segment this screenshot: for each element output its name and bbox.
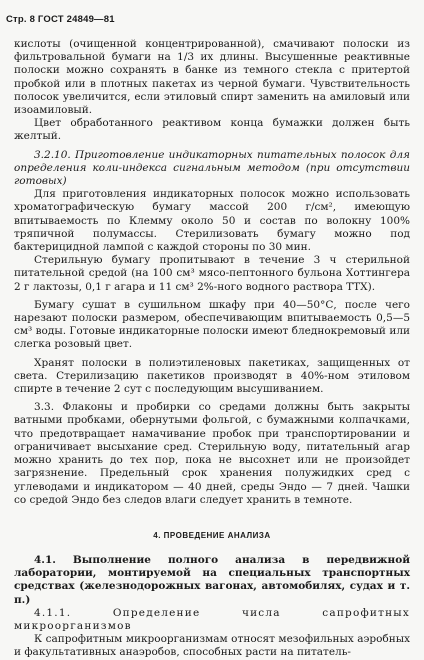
paragraph-continuation: кислоты (очищенной концентрированной), смачивают полоски из фильтровальной бумаги на 1/3 их длины. Высушенные реактивные полоски можно сохранять в банке из темного стекла с притертой пробкой или в плотных пакетах из черной бумаги. Чувствительность полосок увеличится, если этиловый спирт заменить на амиловый или изоамиловый. (14, 38, 410, 117)
paragraph-3-3: 3.3. Флаконы и пробирки со средами должны быть закрыты ватными пробками, обернутыми фольгой, с бумажными колпачками, что предотвращает намачивание пробок при транспортировании и ограничивает высыхание сред. Стерильную воду, питательный агар можно хранить до тех пор, пока не высохнет или не произойдет загрязнение. Предельный срок хранения полужидких сред с углеводами и индикатором — 40 дней, среды Эндо — 7 дней. Чашки со средой Эндо без следов влаги следует хранить в темноте. (14, 401, 410, 506)
paragraph-storage: Хранят полоски в полиэтиленовых пакетиках, защищенных от света. Стерилизацию пакетиков производят в 40%-ном этиловом спирте в течение 2 сут с последующим высушиванием. (14, 356, 410, 396)
paragraph-drying: Бумагу сушат в сушильном шкафу при 40—50°С, после чего нарезают полоски размером, обеспечивающим впитываемость 0,5—5 см³ воды. Готовые индикаторные полоски имеют бледнокремовый или слегка розовый цвет. (14, 298, 410, 351)
paragraph-soaking: Стерильную бумагу пропитывают в течение 3 ч стерильной питательной средой (на 100 см³ мясо-пептонного бульона Хоттингера 2 г лактозы, 0,1 г агара и 11 см³ 2%-ного водного раствора ТТХ). (14, 254, 410, 293)
section-title: 4. ПРОВЕДЕНИЕ АНАЛИЗА (153, 530, 271, 540)
paragraph-color: Цвет обработанного реактивом конца бумажки должен быть желтый. (14, 117, 410, 143)
subsection-heading-4-1: 4.1. Выполнение полного анализа в передвижной лаборатории, монтируемой на специальных транспортных средствах (железнодорожных вагонах, автомобилях, судах и т. п.) (14, 553, 410, 606)
paragraph-paper: Для приготовления индикаторных полосок можно использовать хроматографическую бумагу массой 200 г/см², имеющую впитываемость по Клемму около 50 и состав по волокну 100% тряпичной полумассы. Стерилизовать бумагу можно под бактерицидной лампой с каждой стороны по 30 мин. (14, 188, 410, 254)
subsection-heading-3-2-10: 3.2.10. Приготовление индикаторных питательных полосок для определения коли-индекса сигнальным методом (при отсутствии готовых) (14, 148, 410, 188)
document-body (14, 38, 410, 660)
subsection-heading-4-1-1: 4.1.1. Определение числа сапрофитных микроорганизмов (14, 606, 410, 632)
page-header: Стр. 8 ГОСТ 24849—81 (6, 14, 115, 25)
paragraph-saprophytes: К сапрофитным микроорганизмам относят мезофильных аэробных и факультативных анаэробов, способных расти на питатель- (14, 633, 410, 659)
